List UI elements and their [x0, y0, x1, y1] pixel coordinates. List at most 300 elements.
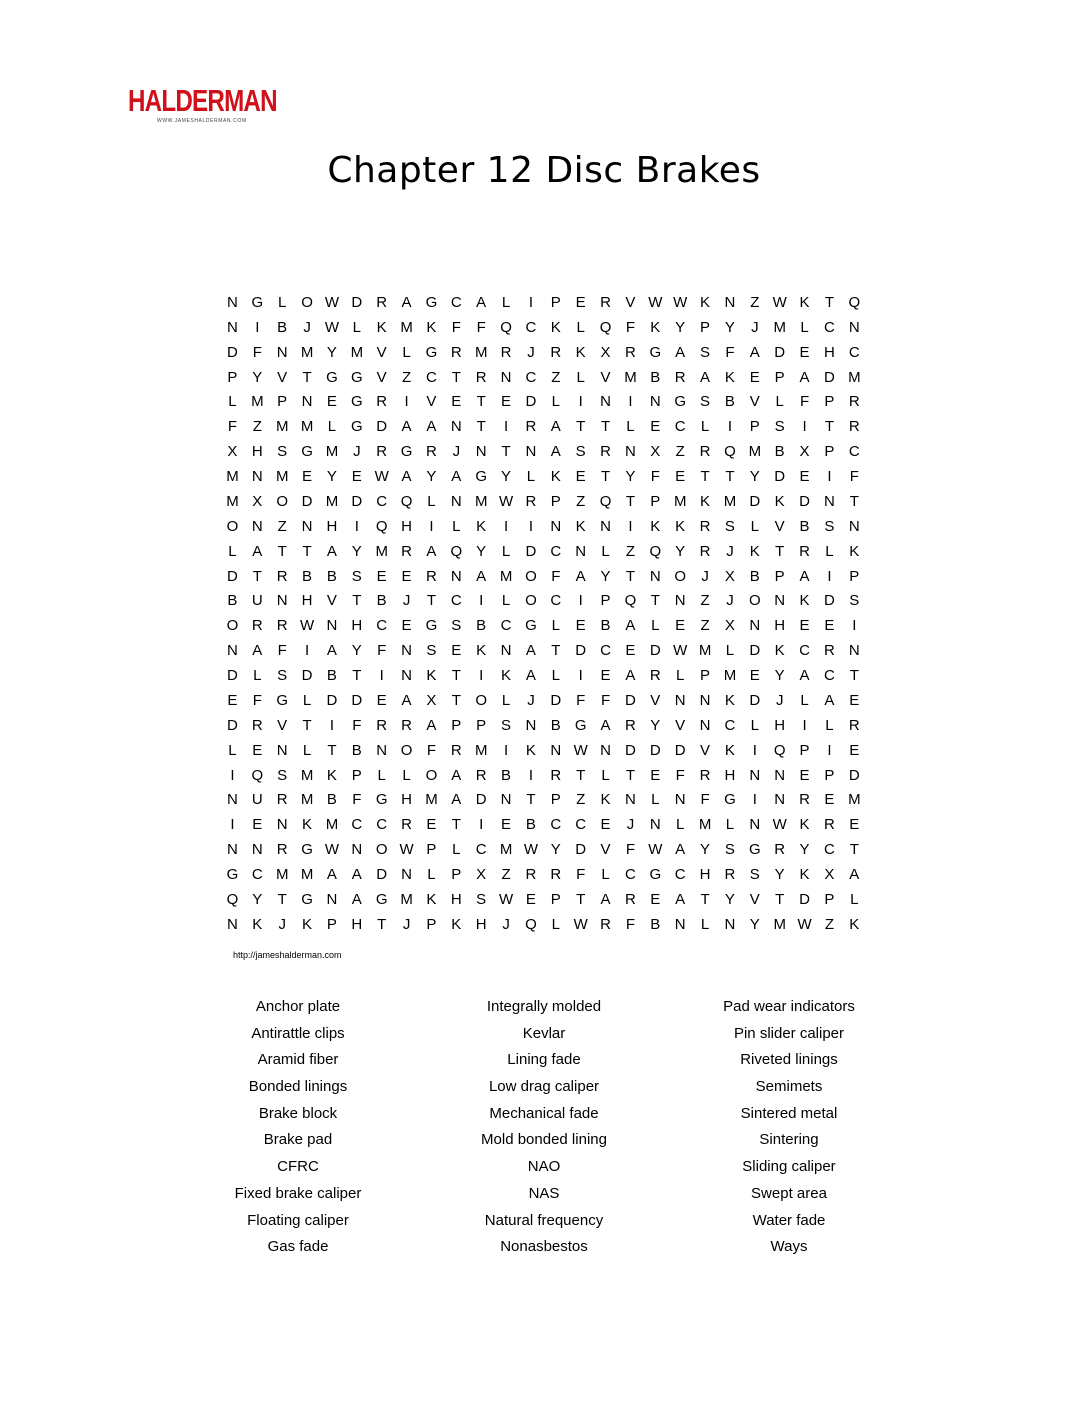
- grid-letter: E: [376, 567, 387, 585]
- word-list-item: Water fade: [752, 1211, 826, 1229]
- grid-letter: K: [575, 517, 586, 535]
- grid-letter: G: [350, 393, 363, 411]
- grid-letter: M: [300, 766, 314, 784]
- grid-letter: V: [700, 741, 711, 759]
- grid-letter: L: [427, 492, 436, 510]
- grid-letter: Q: [848, 293, 861, 311]
- word-list-item: Riveted linings: [740, 1051, 838, 1069]
- grid-letter: G: [649, 343, 662, 361]
- grid-letter: C: [600, 642, 611, 660]
- grid-letter: W: [498, 890, 514, 908]
- grid-letter: C: [848, 343, 860, 361]
- grid-letter: R: [799, 542, 810, 560]
- grid-letter: B: [550, 716, 561, 734]
- grid-letter: T: [849, 492, 859, 510]
- grid-letter: W: [573, 915, 588, 933]
- grid-letter: I: [503, 517, 509, 535]
- grid-letter: M: [275, 418, 289, 436]
- grid-letter: N: [674, 691, 686, 709]
- grid-letter: N: [401, 642, 412, 660]
- grid-letter: J: [626, 816, 635, 834]
- grid-letter: B: [326, 567, 337, 585]
- grid-letter: X: [799, 443, 810, 461]
- grid-letter: S: [724, 841, 735, 859]
- grid-letter: A: [401, 468, 412, 486]
- grid-letter: N: [326, 617, 338, 635]
- grid-letter: N: [227, 841, 238, 859]
- grid-letter: F: [451, 318, 461, 336]
- grid-letter: A: [426, 542, 437, 560]
- grid-letter: C: [674, 418, 686, 436]
- grid-letter: N: [227, 293, 238, 311]
- grid-letter: A: [326, 542, 337, 560]
- grid-letter: K: [501, 667, 512, 685]
- grid-letter: L: [676, 667, 685, 685]
- grid-letter: P: [550, 890, 561, 908]
- grid-letter: E: [227, 691, 238, 709]
- grid-letter: H: [351, 617, 363, 635]
- grid-letter: H: [251, 443, 263, 461]
- grid-letter: D: [799, 492, 810, 510]
- grid-letter: N: [276, 741, 288, 759]
- grid-letter: A: [525, 642, 536, 660]
- grid-letter: K: [774, 642, 785, 660]
- grid-letter: C: [575, 816, 587, 834]
- grid-letter: X: [724, 617, 735, 635]
- grid-letter: M: [673, 492, 687, 510]
- grid-letter: I: [354, 517, 359, 535]
- grid-letter: L: [551, 667, 560, 685]
- grid-letter: R: [550, 343, 562, 361]
- word-list-item: Natural frequency: [484, 1211, 604, 1229]
- grid-letter: M: [723, 667, 737, 685]
- grid-letter: K: [849, 542, 860, 560]
- grid-letter: F: [277, 642, 287, 660]
- logo-wordmark: HALDERMAN: [128, 83, 277, 118]
- grid-letter: H: [326, 517, 338, 535]
- grid-letter: W: [374, 468, 389, 486]
- grid-letter: L: [576, 368, 585, 386]
- grid-letter: B: [326, 791, 337, 809]
- grid-letter: A: [675, 343, 686, 361]
- word-list-item: Sintered metal: [740, 1104, 838, 1122]
- grid-letter: R: [600, 443, 611, 461]
- grid-letter: V: [600, 368, 611, 386]
- grid-letter: Q: [251, 766, 264, 784]
- grid-letter: F: [252, 691, 262, 709]
- grid-letter: M: [400, 318, 413, 336]
- grid-letter: L: [601, 766, 610, 784]
- grid-letter: Y: [501, 468, 512, 486]
- grid-letter: R: [251, 716, 263, 734]
- grid-letter: F: [476, 318, 486, 336]
- grid-letter: D: [227, 343, 238, 361]
- grid-letter: N: [301, 517, 313, 535]
- grid-letter: D: [227, 567, 238, 585]
- grid-letter: P: [774, 368, 785, 386]
- grid-letter: T: [302, 368, 312, 386]
- grid-letter: O: [748, 592, 761, 610]
- grid-letter: U: [251, 791, 263, 809]
- grid-letter: D: [575, 841, 587, 859]
- grid-letter: L: [651, 791, 660, 809]
- grid-letter: M: [275, 866, 289, 884]
- grid-letter: K: [376, 318, 387, 336]
- grid-letter: N: [848, 318, 860, 336]
- grid-letter: T: [775, 542, 785, 560]
- word-list-item: Swept area: [751, 1184, 827, 1202]
- grid-letter: Q: [724, 443, 736, 461]
- grid-letter: C: [450, 592, 462, 610]
- grid-letter: J: [527, 691, 535, 709]
- grid-letter: H: [774, 617, 786, 635]
- grid-letter: E: [401, 567, 412, 585]
- grid-letter: M: [425, 791, 438, 809]
- grid-letter: D: [525, 542, 537, 560]
- grid-letter: T: [451, 667, 461, 685]
- grid-letter: X: [724, 567, 735, 585]
- grid-letter: L: [700, 418, 710, 436]
- grid-letter: I: [503, 418, 509, 436]
- grid-letter: L: [278, 293, 287, 311]
- grid-letter: B: [600, 617, 611, 635]
- word-list-column-3: [669, 994, 909, 1261]
- grid-letter: L: [800, 691, 809, 709]
- grid-letter: X: [824, 866, 835, 884]
- grid-letter: N: [774, 592, 786, 610]
- grid-letter: F: [426, 741, 437, 759]
- grid-letter: F: [650, 468, 660, 486]
- grid-letter: E: [426, 816, 437, 834]
- grid-letter: B: [227, 592, 238, 610]
- grid-letter: L: [725, 816, 735, 834]
- grid-letter: T: [327, 741, 337, 759]
- grid-letter: L: [427, 866, 436, 884]
- halderman-logo: [128, 83, 277, 124]
- grid-letter: R: [450, 343, 462, 361]
- grid-letter: D: [674, 741, 686, 759]
- grid-letter: Q: [649, 542, 662, 560]
- grid-letter: K: [426, 318, 437, 336]
- grid-letter: R: [848, 418, 860, 436]
- grid-letter: G: [724, 791, 736, 809]
- grid-letter: M: [325, 816, 339, 834]
- word-list-item: NAO: [527, 1158, 561, 1176]
- grid-letter: H: [724, 766, 736, 784]
- grid-letter: Z: [576, 492, 586, 510]
- grid-letter: E: [501, 816, 512, 834]
- word-list-item: Low drag caliper: [488, 1078, 600, 1096]
- grid-letter: S: [749, 866, 760, 884]
- grid-letter: I: [578, 592, 583, 610]
- logo-url: WWW.JAMESHALDERMAN.COM: [157, 118, 247, 124]
- grid-letter: N: [699, 716, 711, 734]
- grid-letter: L: [551, 617, 560, 635]
- grid-letter: R: [625, 343, 636, 361]
- grid-letter: M: [499, 841, 513, 859]
- grid-letter: Y: [724, 318, 735, 336]
- grid-letter: I: [578, 667, 583, 685]
- grid-letter: P: [849, 567, 860, 585]
- grid-letter: I: [578, 393, 583, 411]
- grid-letter: D: [848, 766, 860, 784]
- grid-letter: E: [799, 468, 810, 486]
- grid-letter: G: [375, 890, 388, 908]
- grid-letter: T: [302, 716, 312, 734]
- grid-letter: K: [724, 691, 735, 709]
- grid-letter: P: [824, 393, 835, 411]
- grid-letter: O: [400, 741, 413, 759]
- word-list-item: Aramid fiber: [257, 1051, 339, 1069]
- grid-letter: T: [526, 791, 536, 809]
- grid-letter: E: [501, 393, 512, 411]
- grid-letter: M: [848, 368, 861, 386]
- grid-letter: K: [426, 890, 437, 908]
- grid-letter: T: [576, 418, 586, 436]
- word-list-item: Bonded linings: [248, 1078, 348, 1096]
- grid-letter: E: [376, 691, 387, 709]
- grid-letter: E: [451, 393, 462, 411]
- grid-letter: K: [799, 866, 810, 884]
- grid-letter: C: [376, 816, 388, 834]
- word-list-item: Kevlar: [522, 1024, 566, 1042]
- grid-letter: T: [824, 418, 835, 436]
- grid-letter: R: [376, 393, 388, 411]
- grid-letter: E: [600, 816, 611, 834]
- grid-letter: P: [550, 293, 561, 311]
- grid-letter: L: [302, 691, 312, 709]
- grid-letter: N: [450, 567, 462, 585]
- grid-letter: Z: [625, 542, 636, 560]
- grid-letter: A: [799, 368, 810, 386]
- grid-letter: I: [230, 766, 235, 784]
- grid-letter: Y: [351, 642, 362, 660]
- grid-letter: L: [601, 542, 610, 560]
- grid-letter: W: [523, 841, 539, 859]
- grid-letter: N: [251, 841, 263, 859]
- grid-letter: M: [723, 492, 737, 510]
- grid-letter: R: [824, 816, 835, 834]
- grid-letter: N: [401, 667, 412, 685]
- grid-letter: L: [800, 318, 809, 336]
- grid-letter: N: [550, 517, 562, 535]
- grid-letter: A: [426, 418, 437, 436]
- grid-letter: H: [475, 915, 487, 933]
- grid-letter: Y: [774, 667, 785, 685]
- grid-letter: W: [772, 293, 787, 311]
- grid-letter: L: [676, 816, 685, 834]
- grid-letter: N: [848, 642, 860, 660]
- grid-letter: P: [824, 766, 835, 784]
- grid-letter: L: [651, 617, 660, 635]
- grid-letter: L: [452, 517, 461, 535]
- grid-letter: Z: [501, 866, 511, 884]
- word-list-item: Pin slider caliper: [733, 1024, 845, 1042]
- grid-letter: M: [325, 443, 339, 461]
- grid-letter: C: [251, 866, 263, 884]
- grid-letter: G: [674, 393, 687, 411]
- grid-letter: L: [228, 741, 237, 759]
- grid-letter: E: [849, 816, 860, 834]
- grid-letter: I: [479, 816, 484, 834]
- grid-letter: C: [376, 617, 388, 635]
- grid-letter: R: [276, 617, 288, 635]
- grid-letter: C: [824, 841, 835, 859]
- grid-letter: M: [375, 542, 388, 560]
- grid-letter: Y: [426, 468, 437, 486]
- grid-letter: P: [600, 592, 611, 610]
- grid-letter: G: [301, 841, 313, 859]
- grid-letter: A: [451, 766, 462, 784]
- grid-letter: A: [525, 667, 536, 685]
- grid-letter: P: [277, 393, 288, 411]
- grid-letter: R: [649, 667, 661, 685]
- grid-letter: R: [525, 492, 537, 510]
- grid-letter: J: [701, 567, 709, 585]
- grid-letter: D: [625, 691, 636, 709]
- grid-letter: S: [575, 443, 586, 461]
- grid-letter: Y: [252, 368, 263, 386]
- grid-letter: A: [625, 667, 636, 685]
- grid-letter: N: [724, 293, 736, 311]
- grid-letter: L: [452, 841, 461, 859]
- grid-letter: A: [799, 567, 810, 585]
- grid-letter: E: [799, 766, 810, 784]
- grid-letter: Y: [799, 841, 810, 859]
- grid-letter: E: [799, 617, 810, 635]
- grid-letter: N: [450, 418, 462, 436]
- grid-letter: Y: [749, 468, 760, 486]
- grid-letter: T: [352, 667, 362, 685]
- grid-letter: D: [749, 492, 761, 510]
- grid-letter: D: [376, 418, 388, 436]
- grid-letter: L: [725, 642, 735, 660]
- grid-letter: V: [426, 393, 437, 411]
- grid-letter: G: [574, 716, 587, 734]
- grid-letter: B: [650, 915, 661, 933]
- grid-letter: E: [575, 293, 586, 311]
- grid-letter: F: [625, 318, 636, 336]
- grid-letter: K: [326, 766, 337, 784]
- grid-letter: I: [802, 716, 807, 734]
- grid-letter: R: [475, 766, 487, 784]
- grid-letter: K: [700, 492, 711, 510]
- grid-letter: S: [724, 517, 735, 535]
- grid-letter: N: [600, 741, 611, 759]
- grid-letter: K: [525, 741, 536, 759]
- grid-letter: D: [475, 791, 487, 809]
- grid-letter: W: [573, 741, 588, 759]
- grid-letter: G: [350, 368, 363, 386]
- grid-letter: R: [276, 841, 288, 859]
- grid-letter: P: [650, 492, 661, 510]
- word-list-item: Sintering: [759, 1131, 819, 1149]
- page-title: Chapter 12 Disc Brakes: [327, 150, 761, 191]
- grid-letter: M: [226, 468, 239, 486]
- grid-letter: D: [649, 642, 661, 660]
- grid-letter: M: [474, 343, 488, 361]
- grid-letter: E: [749, 667, 760, 685]
- grid-letter: V: [675, 716, 686, 734]
- grid-letter: C: [550, 542, 562, 560]
- grid-letter: Y: [252, 890, 263, 908]
- grid-letter: E: [799, 343, 810, 361]
- grid-letter: S: [476, 890, 487, 908]
- grid-letter: H: [301, 592, 313, 610]
- grid-letter: B: [525, 816, 536, 834]
- grid-letter: P: [749, 418, 760, 436]
- grid-letter: R: [699, 517, 711, 535]
- grid-letter: P: [451, 716, 462, 734]
- word-list-column-1: [178, 994, 418, 1261]
- grid-letter: W: [673, 642, 688, 660]
- grid-letter: G: [425, 343, 438, 361]
- grid-letter: J: [502, 915, 510, 933]
- grid-letter: E: [401, 617, 412, 635]
- grid-letter: I: [802, 418, 807, 436]
- grid-letter: T: [252, 567, 262, 585]
- grid-letter: W: [324, 318, 340, 336]
- grid-letter: Y: [351, 542, 362, 560]
- grid-letter: T: [849, 667, 859, 685]
- word-list-item: Brake block: [258, 1104, 338, 1122]
- grid-letter: D: [774, 468, 786, 486]
- grid-letter: E: [252, 816, 263, 834]
- grid-letter: A: [476, 567, 487, 585]
- grid-letter: R: [426, 443, 437, 461]
- grid-letter: C: [550, 816, 562, 834]
- word-list-item: CFRC: [277, 1158, 319, 1176]
- grid-letter: C: [500, 617, 512, 635]
- grid-letter: N: [301, 393, 313, 411]
- grid-letter: V: [376, 368, 387, 386]
- grid-letter: T: [700, 890, 710, 908]
- grid-letter: I: [752, 741, 757, 759]
- word-list-item: Fixed brake caliper: [234, 1184, 362, 1202]
- grid-letter: N: [724, 915, 736, 933]
- grid-letter: M: [275, 468, 289, 486]
- grid-letter: T: [824, 293, 835, 311]
- grid-letter: N: [401, 866, 412, 884]
- grid-letter: A: [351, 890, 362, 908]
- grid-letter: P: [700, 667, 711, 685]
- grid-letter: E: [650, 418, 661, 436]
- grid-letter: N: [848, 517, 860, 535]
- grid-letter: E: [675, 468, 686, 486]
- grid-letter: E: [625, 642, 636, 660]
- grid-letter: D: [799, 890, 810, 908]
- grid-letter: D: [351, 691, 363, 709]
- grid-letter: K: [700, 293, 711, 311]
- word-list-item: NAS: [528, 1184, 560, 1202]
- grid-letter: V: [277, 368, 288, 386]
- word-search-grid: [220, 290, 867, 937]
- grid-letter: N: [774, 766, 786, 784]
- grid-letter: C: [824, 318, 835, 336]
- grid-letter: B: [774, 443, 785, 461]
- grid-letter: Q: [500, 318, 512, 336]
- grid-letter: K: [575, 343, 586, 361]
- grid-letter: Q: [400, 492, 413, 510]
- grid-letter: E: [749, 368, 760, 386]
- grid-letter: R: [376, 293, 388, 311]
- grid-letter: N: [276, 343, 288, 361]
- grid-letter: L: [576, 318, 585, 336]
- source-url: http://jameshalderman.com: [233, 950, 342, 960]
- grid-letter: M: [748, 443, 762, 461]
- grid-letter: N: [525, 443, 537, 461]
- grid-letter: B: [351, 741, 362, 759]
